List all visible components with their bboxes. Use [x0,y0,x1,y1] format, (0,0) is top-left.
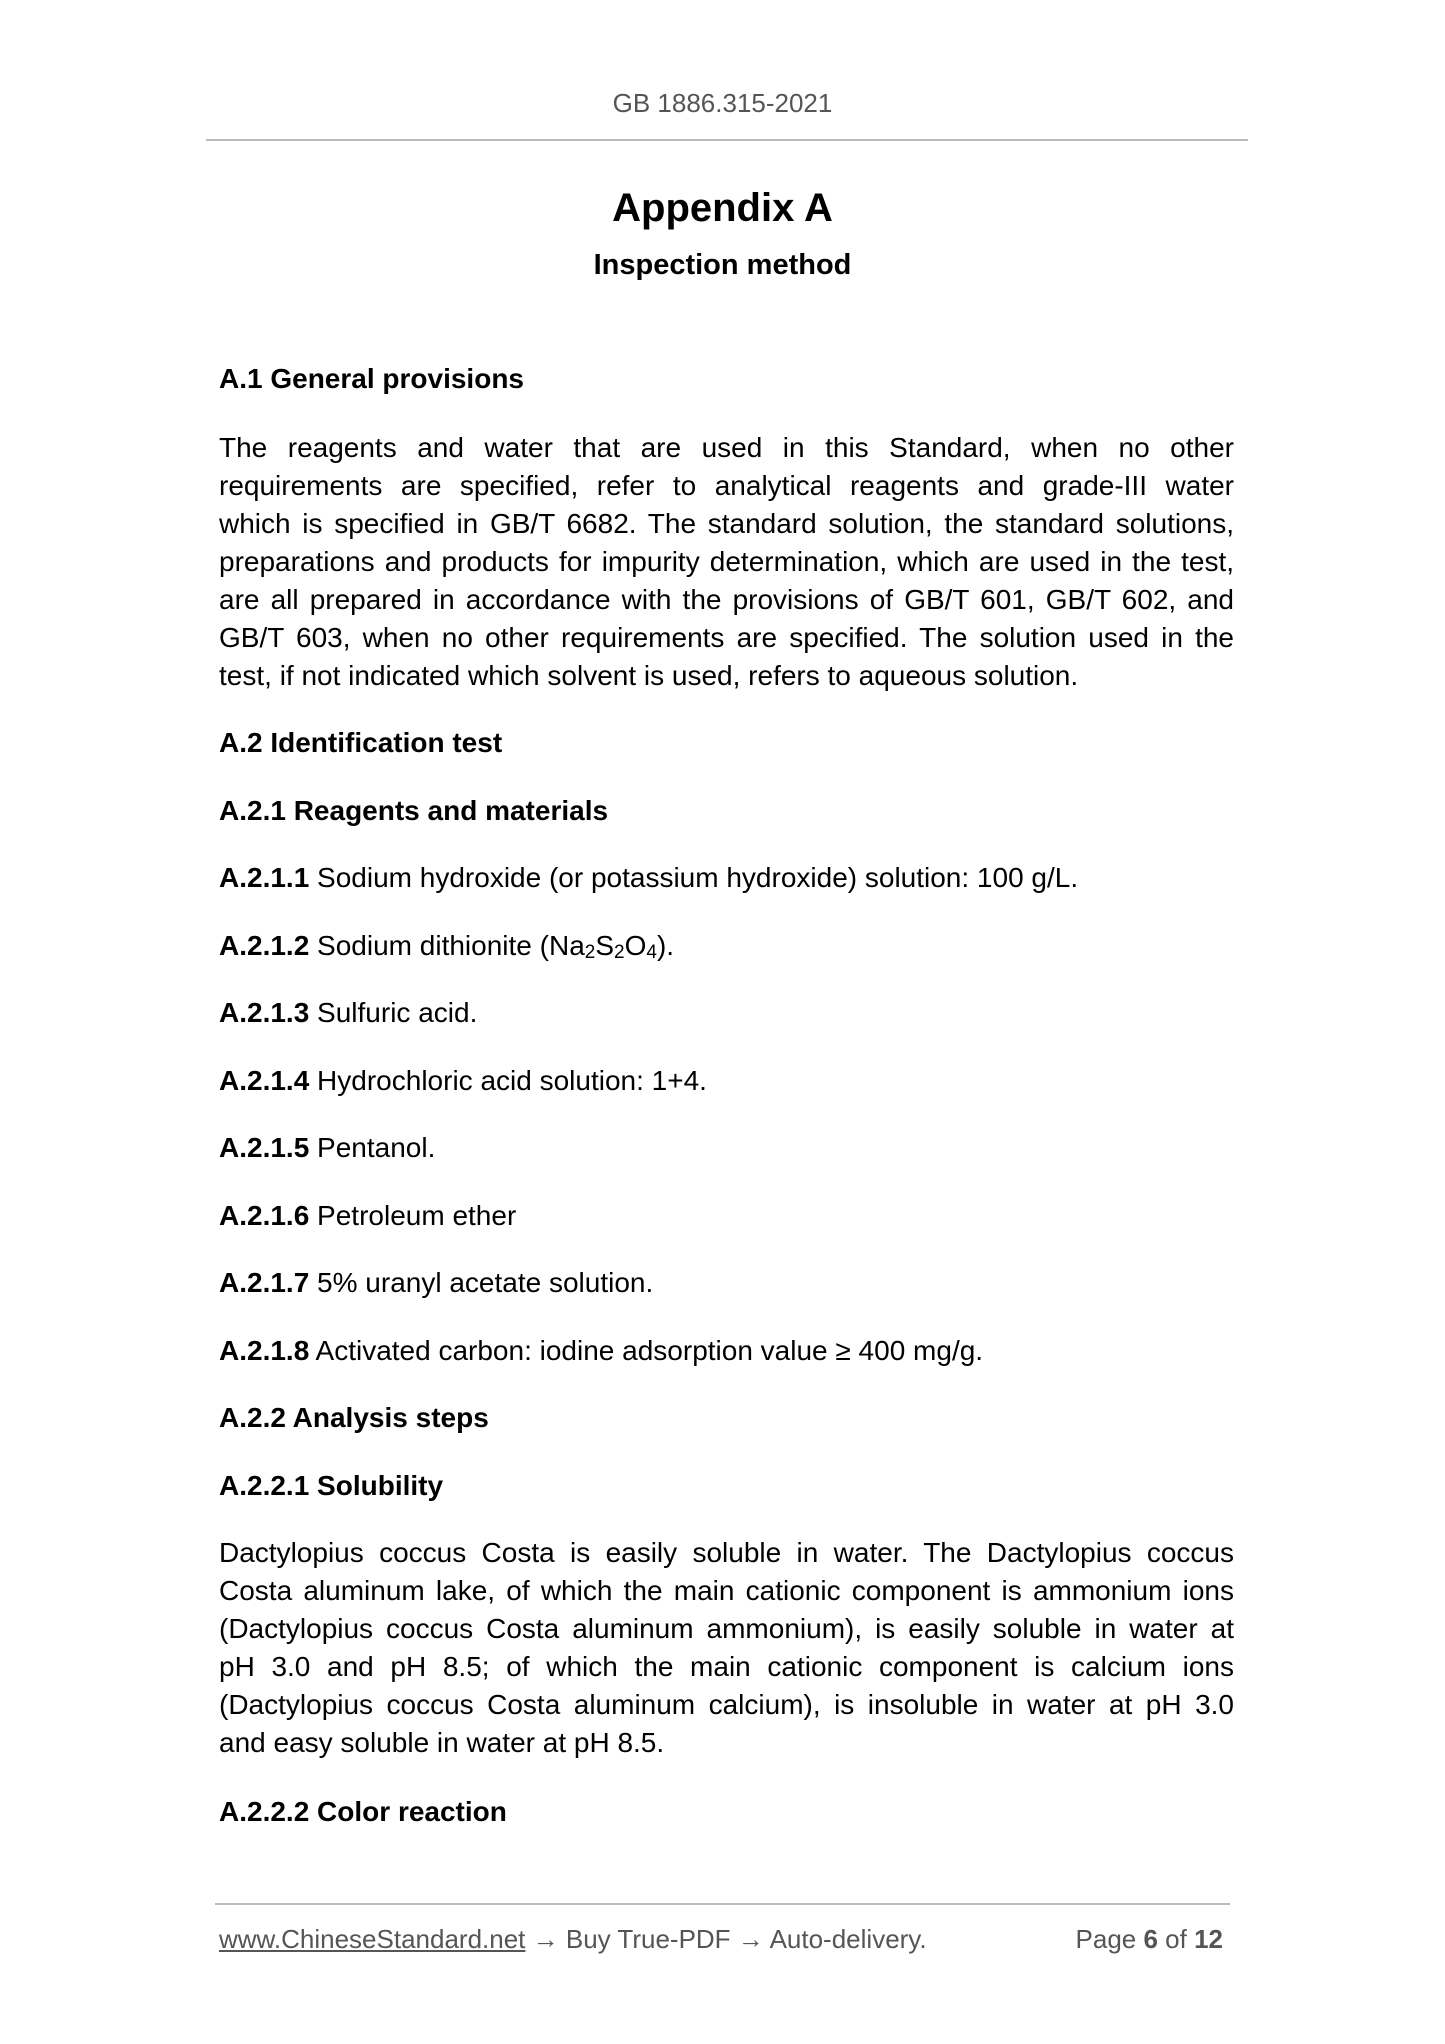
section-heading-a221: A.2.2.1 Solubility [219,1470,444,1501]
item-number: A.2.1.1 [219,862,310,893]
reagent-item [219,1062,707,1100]
document-id-header: GB 1886.315-2021 [612,88,833,118]
reagent-item [219,1129,435,1167]
reagent-item [219,1332,983,1370]
text-line: which is specified in GB/T 6682. The standard solution, the standard solutions, [219,508,1234,539]
item-text: Petroleum ether [309,1200,517,1231]
item-text: Sodium hydroxide (or potassium hydroxide) solution: 100 g/L. [309,862,1079,893]
text-line: Dactylopius coccus Costa is easily soluble in water. The Dactylopius coccus [219,1537,1234,1568]
text-line: test, if not indicated which solvent is used, refers to aqueous solution. [219,660,1079,691]
formula-part: S [595,930,615,961]
item-number: A.2.1.6 [219,1200,310,1231]
section-heading-a2: A.2 Identification test [219,727,503,758]
total-pages: 12 [1194,1924,1223,1954]
text-line: (Dactylopius coccus Costa aluminum calcium), is insoluble in water at pH 3.0 [219,1689,1234,1720]
current-page: 6 [1143,1924,1158,1954]
item-text: Sodium dithionite ( [309,930,549,961]
text-line: GB/T 603, when no other requirements are specified. The solution used in the [219,622,1234,653]
footer-divider [215,1903,1230,1905]
reagent-item [219,859,1078,897]
section-heading-a21: A.2.1 Reagents and materials [219,795,609,826]
text-line: requirements are specified, refer to analytical reagents and grade-III water [219,470,1234,501]
paragraph-general-provisions [219,429,1234,695]
item-text: Pentanol. [309,1132,436,1163]
paragraph-solubility [219,1534,1234,1762]
formula-subscript: 2 [614,942,625,963]
item-text: Sulfuric acid. [309,997,478,1028]
formula-part: O [624,930,647,961]
page-title: Appendix A [612,186,833,230]
item-number: A.2.1.7 [219,1267,310,1298]
header-divider [206,139,1248,141]
reagent-item [219,994,477,1032]
of-label: of [1157,1924,1195,1954]
item-number: A.2.1.8 [219,1335,310,1366]
chinesestandard-link[interactable]: www.ChineseStandard.net [219,1924,526,1954]
page-indicator [1076,1922,1223,1956]
item-text: ). [656,930,675,961]
text-line: are all prepared in accordance with the provisions of GB/T 601, GB/T 602, and [219,584,1234,615]
section-heading-a22: A.2.2 Analysis steps [219,1402,489,1433]
page-subtitle: Inspection method [593,249,852,281]
formula-subscript: 4 [646,942,657,963]
text-line: Costa aluminum lake, of which the main cationic component is ammonium ions [219,1575,1234,1606]
reagent-item [219,1264,653,1302]
text-line: and easy soluble in water at pH 8.5. [219,1727,665,1758]
section-heading-a222: A.2.2.2 Color reaction [219,1796,507,1827]
item-number: A.2.1.5 [219,1132,310,1163]
item-number: A.2.1.2 [219,930,310,961]
footer-promo [219,1922,927,1956]
item-number: A.2.1.4 [219,1065,310,1096]
text-line: (Dactylopius coccus Costa aluminum ammonium), is easily soluble in water at [219,1613,1234,1644]
formula-subscript: 2 [584,942,596,963]
footer-promo-text: → Buy True-PDF → Auto-delivery. [525,1924,927,1954]
reagent-item [219,927,674,965]
text-line: pH 3.0 and pH 8.5; of which the main cationic component is calcium ions [219,1651,1234,1682]
formula-part: Na [548,930,585,961]
text-line: preparations and products for impurity determination, which are used in the test, [219,546,1234,577]
item-number: A.2.1.3 [219,997,310,1028]
section-heading-a1: A.1 General provisions [219,363,524,394]
item-text: Activated carbon: iodine adsorption value ≥ 400 mg/g. [309,1335,984,1366]
item-text: 5% uranyl acetate solution. [309,1267,654,1298]
page-label: Page [1075,1924,1144,1954]
text-line: The reagents and water that are used in this Standard, when no other [219,432,1234,463]
reagent-item [219,1197,516,1235]
item-text: Hydrochloric acid solution: 1+4. [309,1065,707,1096]
